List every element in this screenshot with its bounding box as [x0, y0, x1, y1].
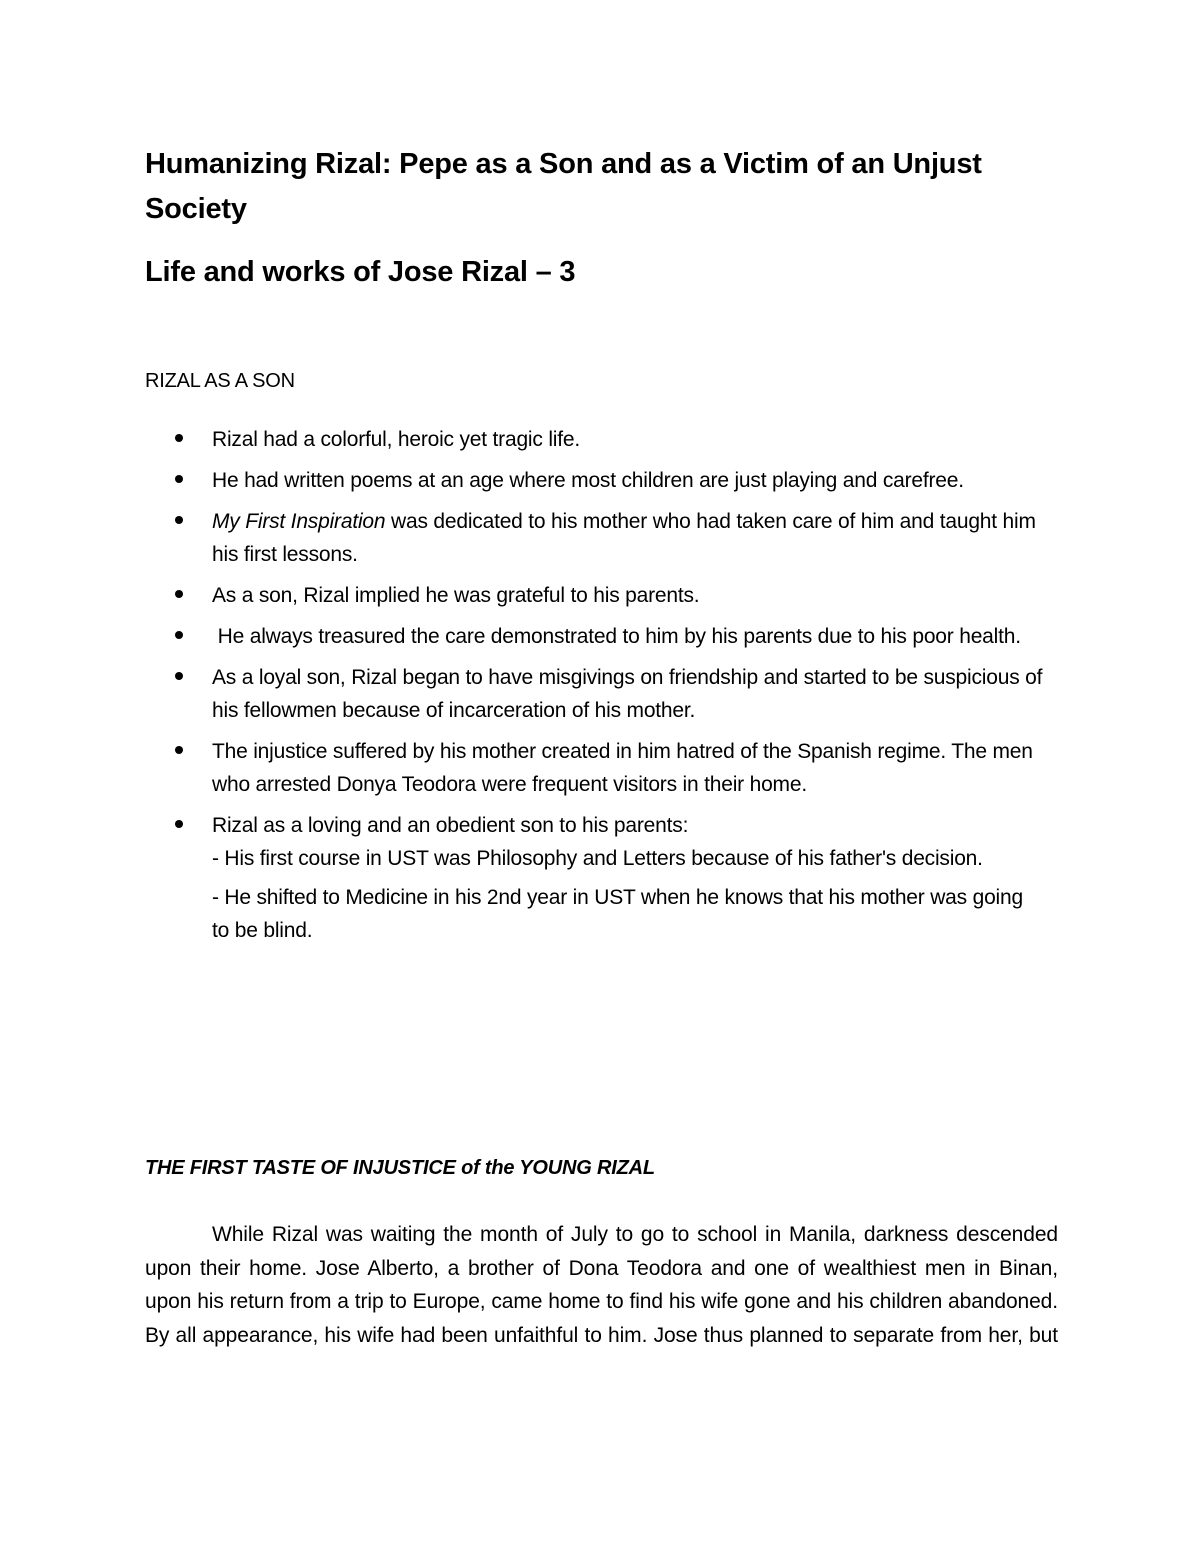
list-item-text: As a son, Rizal implied he was grateful to his parents.	[212, 584, 700, 607]
list-item	[145, 620, 1045, 653]
bullet-icon	[175, 820, 183, 828]
list-item	[145, 423, 1045, 456]
bullet-list	[145, 423, 1045, 955]
list-item	[145, 464, 1045, 497]
document-subtitle: Life and works of Jose Rizal – 3	[145, 256, 576, 288]
bullet-icon	[175, 475, 183, 483]
list-item	[145, 579, 1045, 612]
bullet-icon	[175, 631, 183, 639]
list-item-text: He had written poems at an age where most children are just playing and carefree.	[212, 469, 964, 492]
list-item	[145, 809, 1045, 947]
bullet-icon	[175, 590, 183, 598]
poem-title: My First Inspiration	[212, 510, 386, 533]
list-item-text: Rizal had a colorful, heroic yet tragic life.	[212, 428, 581, 451]
body-paragraph: While Rizal was waiting the month of July to go to school in Manila, darkness descended upon their home. Jose Alberto, a brother of Dona Teodora and one of wealthiest men in Binan, upon his return from a trip to Europe, came home to find his wife gone and his children abandoned. By all appearance, his wife had been unfaithful to him. Jose thus planned to separate from her, but	[145, 1223, 1058, 1347]
bullet-icon	[175, 672, 183, 680]
sub-point: - He shifted to Medicine in his 2nd year in UST when he knows that his mother was going to be blind.	[212, 886, 1023, 942]
list-item-text: As a loyal son, Rizal began to have misgivings on friendship and started to be suspicious of his fellowmen because of incarceration of his mother.	[212, 666, 1043, 722]
list-item-text: Rizal as a loving and an obedient son to his parents:	[212, 814, 689, 837]
bullet-icon	[175, 746, 183, 754]
section-heading-rizal-as-a-son: RIZAL AS A SON	[145, 370, 295, 392]
list-item	[145, 735, 1045, 801]
section-heading-first-taste-of-injustice: THE FIRST TASTE OF INJUSTICE of the YOUNG RIZAL	[145, 1157, 655, 1179]
list-item-text: The injustice suffered by his mother created in him hatred of the Spanish regime. The men who arrested Donya Teodora were frequent visitors in their home.	[212, 740, 1033, 796]
list-item-text: was dedicated to his mother who had taken care of him and taught him his first lessons.	[212, 510, 1036, 566]
list-item-text: He always treasured the care demonstrated to him by his parents due to his poor health.	[212, 625, 1021, 648]
list-item	[145, 661, 1045, 727]
bullet-icon	[175, 434, 183, 442]
document-title: Humanizing Rizal: Pepe as a Son and as a Victim of an Unjust Society	[145, 148, 982, 225]
list-item	[145, 505, 1045, 571]
sub-point: - His first course in UST was Philosophy and Letters because of his father's decision.	[212, 847, 983, 870]
bullet-icon	[175, 516, 183, 524]
